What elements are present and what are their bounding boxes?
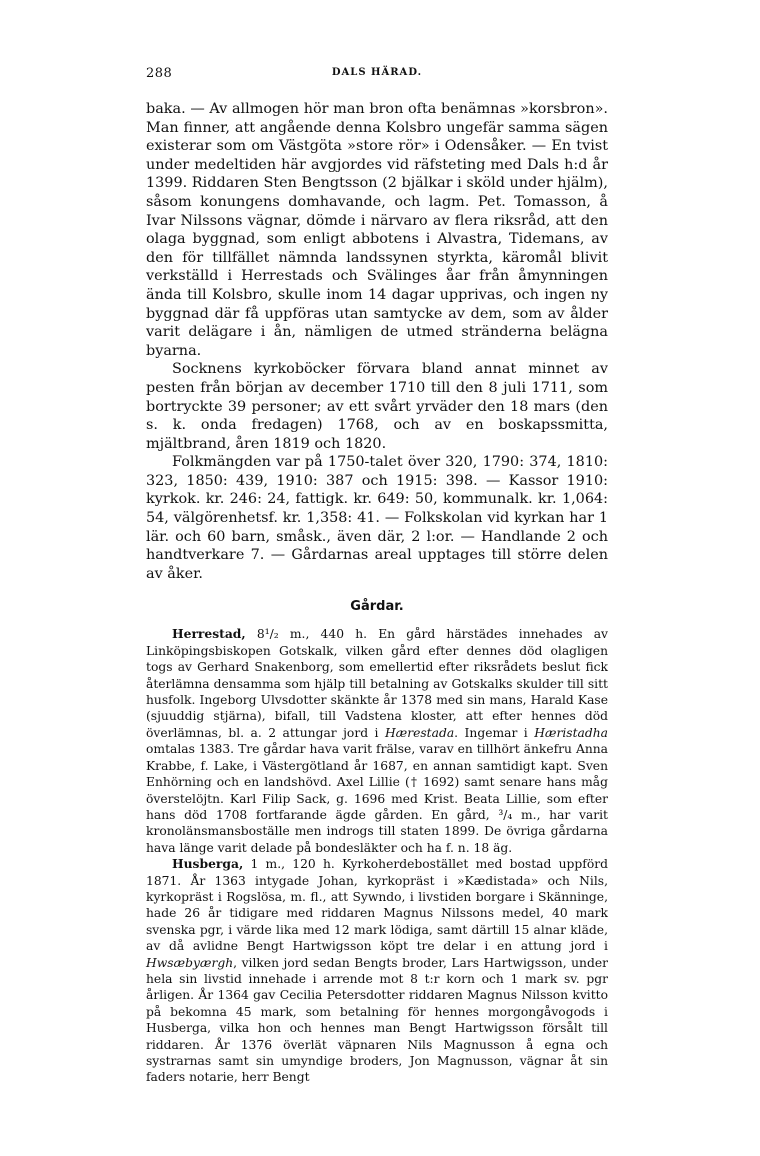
running-head (146, 66, 608, 86)
page-number: 288 (146, 66, 173, 81)
entry-name: Husberga, (172, 856, 244, 872)
paragraph-folkmangd: Folkmängden var på 1750-talet över 320, 1790: 374, 1810: 323, 1850: 439, 1910: 387 och 1915: 398. — Kassor 1910: kyrkok. kr. 246: 24, fattigk. kr. 649: 50, kommunalk. kr. 1,064: 54, välgörenhetsf. kr. 1,358: 41. — Folkskolan vid kyrkan har 1 lär. och 60 barn, småsk., även där, 2 l:or. — Handlande 2 och handtverkare 7. — Gårdarnas areal upptages till större delen av åker. (146, 454, 608, 582)
entry-herrestad: Herrestad, 8¹/₂ m., 440 h. En gård härstädes innehades av Linköpingsbiskopen Gotskalk, vilken gård efter dennes död olagligen togs av Gerhard Snakenborg, som emellertid efter riksrådets beslut fick återlämna densamma som hjälp till betalning av Gotskalks skulder till sitt husfolk. Ingeborg Ulvsdotter skänkte år 1378 med sin mans, Harald Kase (sjuuddig stjärna), bifall, till Vadstena kloster, att efter hennes död överlämnas, bl. a. 2 attungar jord i Hærestada. Ingemar i Hæristadha omtalas 1383. Tre gårdar hava varit frälse, varav en tillhört änkefru Anna Krabbe, f. Lake, i Västergötland år 1687, en annan samtidigt kapt. Sven Enhörning och en landshövd. Axel Lillie († 1692) samt senare hans måg överstelöjtn. Karl Filip Sack, g. 1696 med Krist. Beata Lillie, som efter hans död 1708 fortfarande ägde gården. En gård, ³/₄ m., har varit kronolänsmansboställe men indrogs till staten 1899. De övriga gårdarna hava länge varit delade på bondesläkter och ha f. n. 18 äg. (146, 626, 608, 855)
paragraph-kyrkobocker: Socknens kyrkoböcker förvara bland annat minnet av pesten från början av december 1710 till den 8 juli 1711, som bortryckte 39 personer; av ett svårt yrväder den 18 mars (den s. k. onda fredagen) 1768, och av en boskapssmitta, mjältbrand, åren 1819 och 1820. (146, 361, 608, 452)
book-page (146, 66, 608, 1086)
main-text (146, 100, 608, 583)
entry-husberga: Husberga, 1 m., 120 h. Kyrkoherdebostället med bostad uppförd 1871. År 1363 intygade Johan, kyrkopräst i »Kædistada» och Nils, kyrkopräst i Rogslösa, m. fl., att Sywndo, i livstiden borgare i Skänninge, hade 26 år tidigare med riddaren Magnus Nilssons medel, 40 mark svenska pgr, i värde lika med 12 mark lödiga, samt därtill 15 alnar kläde, av då avlidne Bengt Hartwigsson köpt tre delar i en attung jord i Hwsæbyærgh, vilken jord sedan Bengts broder, Lars Hartwigsson, under hela sin livstid innehade i arrende mot 8 t:r korn och 1 mark sv. pgr årligen. År 1364 gav Cecilia Petersdotter riddaren Magnus Nilsson kvitto på bekomna 45 mark, som betalning för hennes morgongåvogods i Husberga, vilka hon och hennes man Bengt Hartwigsson försålt till riddaren. År 1376 överlät väpnaren Nils Magnusson å egna och systrarnas samt sin umyndige broders, Jon Magnusson, vägnar åt sin faders notarie, herr Bengt (146, 856, 608, 1085)
section-heading: Gårdar. (350, 599, 404, 615)
running-title: DALS HÄRAD. (331, 67, 423, 78)
paragraph-kolsbro: baka. — Av allmogen hör man bron ofta benämnas »korsbron». Man finner, att angående denna Kolsbro ungefär samma sägen existerar som om Västgöta »store rör» i Odensåker. — En tvist under medeltiden här avgjordes vid räfsteting med Dals h:d år 1399. Riddaren Sten Bengtsson (2 bjälkar i sköld under hjälm), såsom konungens domhavande, och lagm. Pet. Tomasson, å Ivar Nilssons vägnar, dömde i närvaro av flera riksråd, att den olaga byggnad, som enligt abbotens i Alvastra, Tidemans, av den för tillfället nämnda landssynen styrkta, käromål blivit verkställd i Herrestads och Svälinges åar från åmynningen ända till Kolsbro, skulle inom 14 dagar upprivas, och ingen ny byggnad där få uppföras utan samtycke av dem, som av ålder varit delägare i ån, nämligen de utmed stränderna belägna byarna. (146, 101, 608, 359)
farm-entries (146, 626, 608, 1085)
entry-name: Herrestad, (172, 626, 246, 642)
